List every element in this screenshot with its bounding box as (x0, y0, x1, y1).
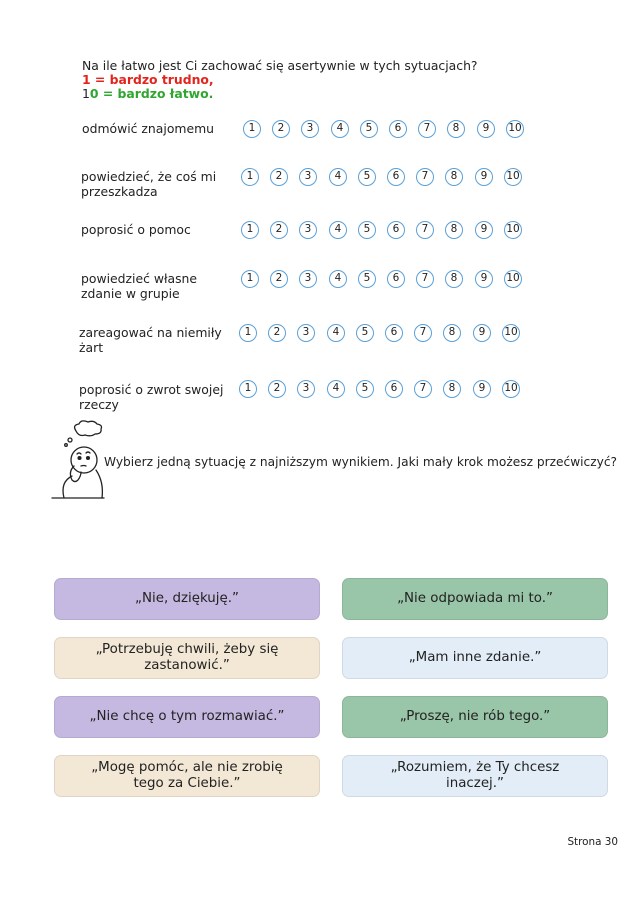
rating-option-8[interactable]: 8 (443, 324, 461, 342)
rating-option-5[interactable]: 5 (358, 270, 376, 288)
situation-label: poprosić o zwrot swojej rzeczy (79, 382, 224, 412)
rating-option-4[interactable]: 4 (331, 120, 349, 138)
situation-label: zareagować na niemiły żart (79, 325, 222, 355)
phrase-card-text: „Rozumiem, że Ty chcesz inaczej.” (390, 760, 560, 791)
rating-option-10[interactable]: 10 (504, 221, 522, 239)
rating-scale (239, 380, 529, 398)
rating-option-6[interactable]: 6 (387, 221, 405, 239)
rating-option-1[interactable]: 1 (241, 221, 259, 239)
instruction-question: Na ile łatwo jest Ci zachować się asertywnie w tych sytuacjach? (82, 58, 478, 73)
rating-option-2[interactable]: 2 (268, 324, 286, 342)
phrase-card[interactable] (54, 696, 320, 738)
rating-option-10[interactable]: 10 (504, 168, 522, 186)
phrase-card[interactable] (342, 578, 608, 620)
rating-option-8[interactable]: 8 (445, 221, 463, 239)
rating-option-9[interactable]: 9 (473, 380, 491, 398)
phrase-card-text: „Nie, dziękuję.” (135, 591, 239, 606)
rating-option-2[interactable]: 2 (270, 270, 288, 288)
phrase-card-text: „Proszę, nie rób tego.” (399, 709, 551, 724)
rating-option-9[interactable]: 9 (477, 120, 495, 138)
rating-option-3[interactable]: 3 (297, 324, 315, 342)
rating-option-1[interactable]: 1 (239, 380, 257, 398)
rating-option-9[interactable]: 9 (473, 324, 491, 342)
rating-option-7[interactable]: 7 (416, 270, 434, 288)
situation-label: odmówić znajomemu (82, 121, 215, 136)
reflection-question: Wybierz jedną sytuację z najniższym wynikiem. Jaki mały krok możesz przećwiczyć? (104, 455, 618, 469)
rating-option-7[interactable]: 7 (416, 221, 434, 239)
rating-option-3[interactable]: 3 (297, 380, 315, 398)
rating-option-6[interactable]: 6 (385, 324, 403, 342)
rating-option-4[interactable]: 4 (327, 324, 345, 342)
rating-option-1[interactable]: 1 (241, 168, 259, 186)
rating-option-1[interactable]: 1 (243, 120, 261, 138)
phrase-card[interactable] (342, 696, 608, 738)
rating-option-4[interactable]: 4 (329, 270, 347, 288)
phrase-card-text: „Mogę pomóc, ale nie zrobię tego za Ciebie.” (91, 760, 283, 791)
rating-option-5[interactable]: 5 (358, 168, 376, 186)
rating-option-3[interactable]: 3 (299, 270, 317, 288)
phrase-card[interactable] (342, 755, 608, 797)
scale-high-label (82, 87, 478, 101)
rating-option-1[interactable]: 1 (241, 270, 259, 288)
thinking-person-icon (46, 420, 106, 502)
rating-option-6[interactable]: 6 (387, 270, 405, 288)
situation-label: poprosić o pomoc (81, 222, 191, 237)
rating-option-9[interactable]: 9 (475, 270, 493, 288)
phrase-card[interactable] (54, 578, 320, 620)
rating-option-9[interactable]: 9 (475, 221, 493, 239)
rating-option-10[interactable]: 10 (502, 380, 520, 398)
rating-option-2[interactable]: 2 (268, 380, 286, 398)
rating-option-8[interactable]: 8 (447, 120, 465, 138)
rating-option-10[interactable]: 10 (502, 324, 520, 342)
rating-option-9[interactable]: 9 (475, 168, 493, 186)
rating-scale (241, 168, 531, 186)
phrase-card-text: „Nie chcę o tym rozmawiać.” (89, 709, 285, 724)
rating-option-7[interactable]: 7 (414, 324, 432, 342)
rating-option-7[interactable]: 7 (418, 120, 436, 138)
rating-scale (239, 324, 529, 342)
rating-option-5[interactable]: 5 (356, 324, 374, 342)
instructions (82, 59, 478, 101)
rating-option-6[interactable]: 6 (389, 120, 407, 138)
rating-option-3[interactable]: 3 (299, 168, 317, 186)
page-number: Strona 30 (567, 836, 618, 848)
scale-high-prefix: 1 (82, 86, 90, 101)
rating-option-7[interactable]: 7 (416, 168, 434, 186)
rating-option-4[interactable]: 4 (327, 380, 345, 398)
rating-option-2[interactable]: 2 (272, 120, 290, 138)
phrase-card[interactable] (54, 755, 320, 797)
rating-option-4[interactable]: 4 (329, 168, 347, 186)
phrase-card[interactable] (54, 637, 320, 679)
rating-option-2[interactable]: 2 (270, 221, 288, 239)
rating-option-3[interactable]: 3 (301, 120, 319, 138)
rating-option-1[interactable]: 1 (239, 324, 257, 342)
scale-high-rest: 0 = bardzo łatwo. (89, 86, 214, 101)
situation-label: powiedzieć, że coś mi przeszkadza (81, 169, 217, 199)
rating-option-6[interactable]: 6 (385, 380, 403, 398)
scale-low-label: 1 = bardzo trudno, (82, 72, 214, 87)
phrase-card-text: „Potrzebuję chwili, żeby się zastanowić.” (95, 642, 279, 673)
rating-option-2[interactable]: 2 (270, 168, 288, 186)
rating-scale (241, 221, 531, 239)
rating-option-5[interactable]: 5 (356, 380, 374, 398)
rating-option-8[interactable]: 8 (443, 380, 461, 398)
rating-option-5[interactable]: 5 (358, 221, 376, 239)
rating-option-7[interactable]: 7 (414, 380, 432, 398)
rating-option-5[interactable]: 5 (360, 120, 378, 138)
rating-scale (241, 270, 531, 288)
rating-option-10[interactable]: 10 (506, 120, 524, 138)
rating-option-8[interactable]: 8 (445, 168, 463, 186)
rating-option-8[interactable]: 8 (445, 270, 463, 288)
rating-option-4[interactable]: 4 (329, 221, 347, 239)
rating-option-10[interactable]: 10 (504, 270, 522, 288)
rating-option-3[interactable]: 3 (299, 221, 317, 239)
phrase-card-text: „Mam inne zdanie.” (408, 650, 542, 665)
phrase-card-text: „Nie odpowiada mi to.” (397, 591, 553, 606)
phrase-card[interactable] (342, 637, 608, 679)
rating-scale (243, 120, 533, 138)
situation-label: powiedzieć własne zdanie w grupie (81, 271, 198, 301)
rating-option-6[interactable]: 6 (387, 168, 405, 186)
